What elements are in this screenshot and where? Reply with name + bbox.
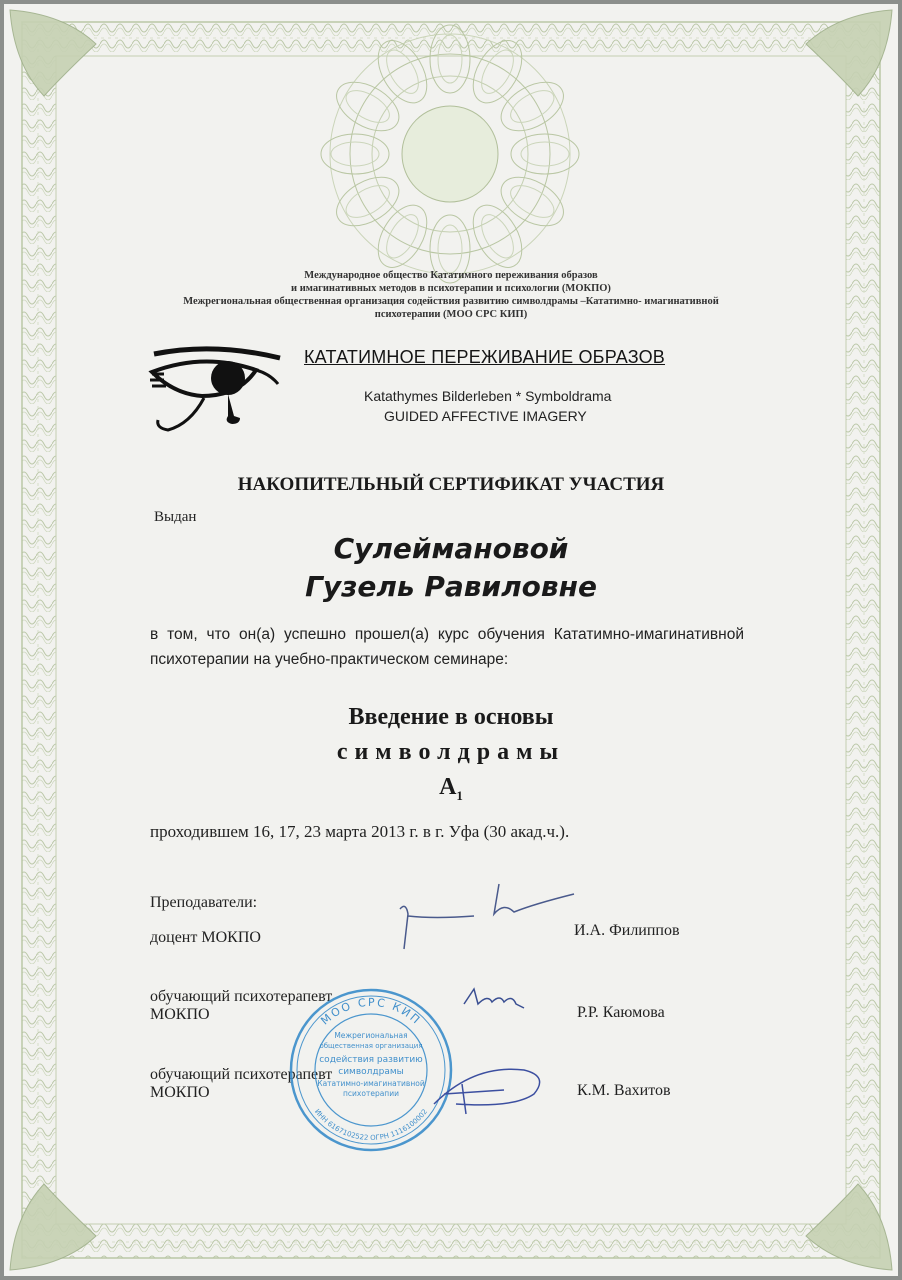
signatures [4,4,898,1276]
certificate-statement: в том, что он(а) успешно прошел(а) курс обучения Кататимно-имагинативной психотерапии на учебно-практическом семинаре: [150,626,744,668]
certificate-title: НАКОПИТЕЛЬНЫЙ СЕРТИФИКАТ УЧАСТИЯ [237,474,665,495]
teacher-2-name: Р.Р. Каюмова [577,1004,665,1021]
stamp-line-6: психотерапии [343,1089,399,1098]
stamp-line-5: Кататимно-имагинативной [317,1079,425,1088]
teacher-1-role: доцент МОКПО [150,929,261,946]
org-line-4: психотерапии (МОО СРС КИП) [374,309,528,320]
course-title-line-1: Введение в основы [348,704,554,730]
stamp-ring-top: МОО СРС КИП [318,995,424,1028]
logo-subtitle-en: GUIDED AFFECTIVE IMAGERY [384,408,587,424]
issued-label: Выдан [154,509,197,525]
signature-1 [400,884,574,949]
certificate-page [4,4,898,1276]
course-title-line-2: символдрамы [336,739,566,765]
teacher-1-name: И.А. Филиппов [574,922,680,939]
teacher-3-role-line-1: обучающий психотерапевт [150,1066,333,1083]
recipient-surname: Сулеймановой [333,532,569,565]
org-line-2: и имагинативных методов в психотерапии и психологии (МОКПО) [291,283,611,294]
stamp-line-1: Межрегиональная [334,1031,408,1040]
teacher-3-role-line-2: МОКПО [150,1084,210,1101]
course-dates: проходившем 16, 17, 23 марта 2013 г. в г. Уфа (30 акад.ч.). [150,822,570,841]
logo-subtitle-de: Katathymes Bilderleben * Symboldrama [364,388,612,404]
signature-3 [434,1069,540,1114]
teacher-2-role-line-2: МОКПО [150,1006,210,1023]
org-line-3: Межрегиональная общественная организация содействия развитию символдрамы –Кататимно- имагинативной [183,296,719,307]
course-level-index: 1 [456,787,463,803]
teachers-label: Преподаватели: [150,894,258,911]
stamp-line-4: символдрамы [338,1067,404,1077]
course-level-letter: А [439,774,457,800]
stamp-line-2: общественная организация [319,1042,423,1050]
teacher-2-role-line-1: обучающий психотерапевт [150,988,333,1005]
recipient-given-names: Гузель Равиловне [305,570,597,603]
org-line-1: Международное общество Кататимного переживания образов [304,270,598,281]
stamp-ring-bottom: ИНН 6167102522 ОГРН 1116100002 [312,1107,430,1143]
logo-title: КАТАТИМНОЕ ПЕРЕЖИВАНИЕ ОБРАЗОВ [304,347,665,367]
signature-2 [464,989,524,1008]
teacher-3-name: К.М. Вахитов [577,1082,671,1099]
stamp-line-3: содействия развитию [319,1055,423,1065]
